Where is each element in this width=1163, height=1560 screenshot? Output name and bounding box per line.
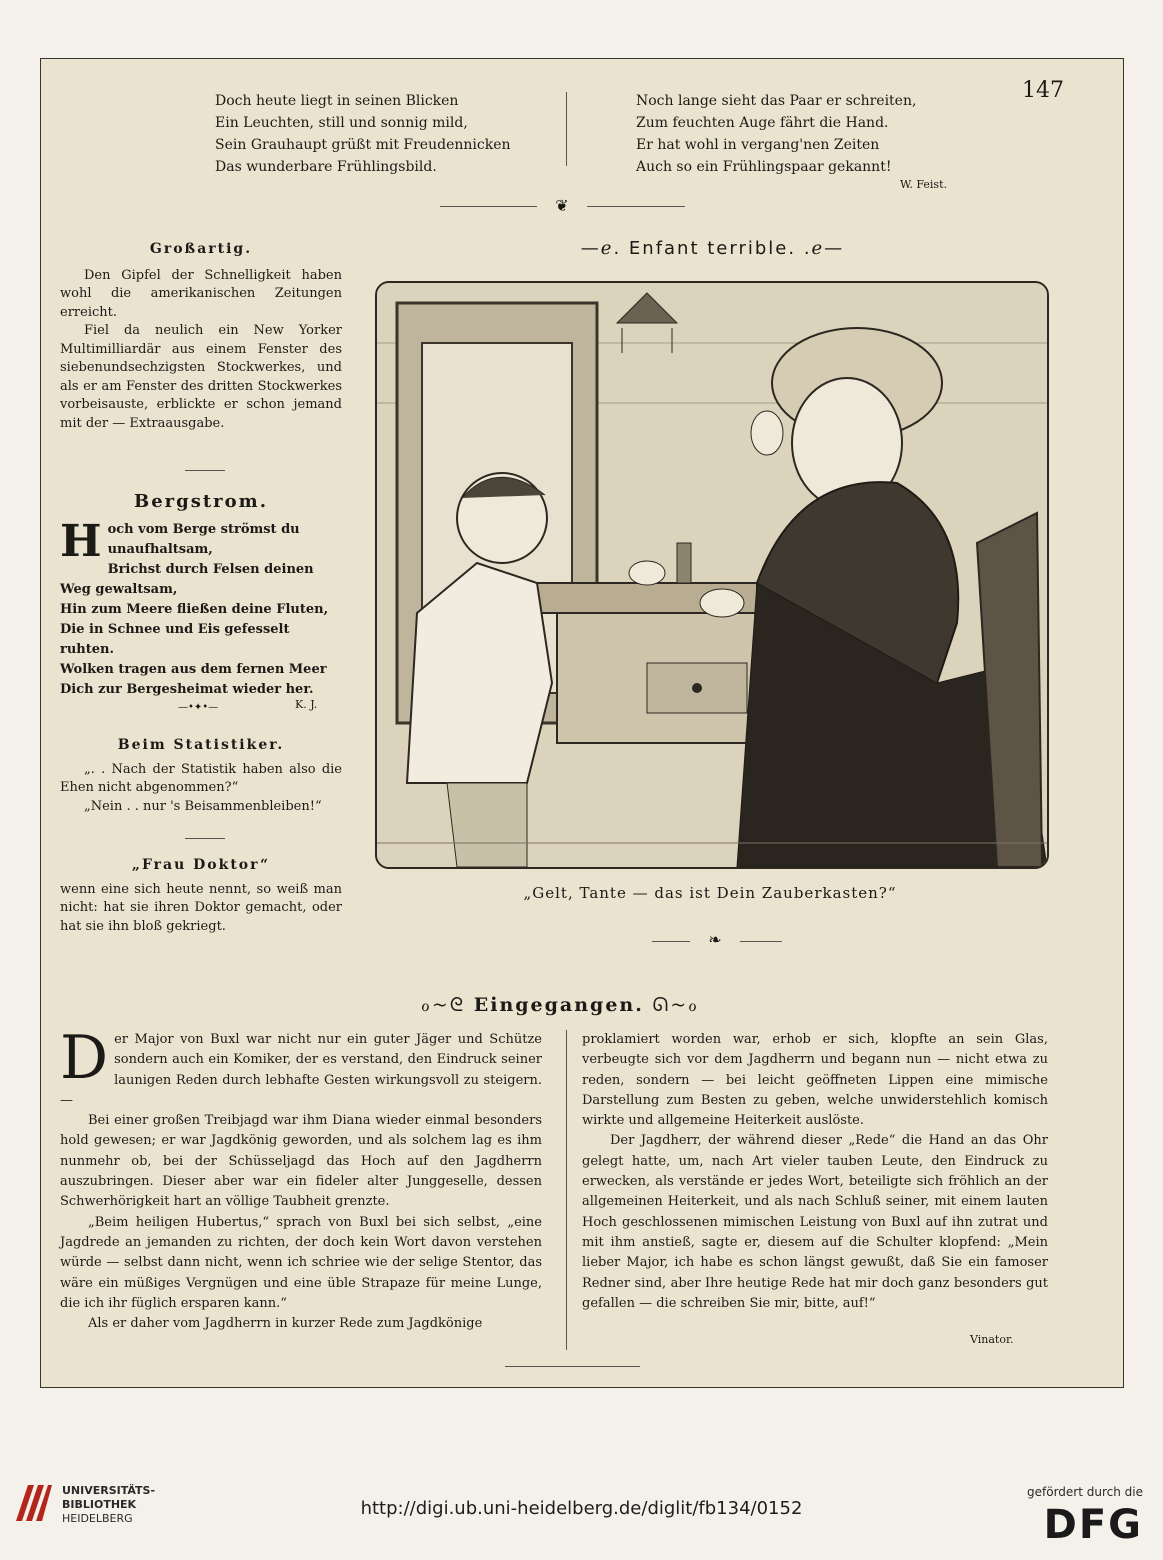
flourish-right-icon: .ℯ— [803,238,845,259]
verse-line: Hin zum Meere fließen deine Fluten, [60,602,329,617]
poem-line: Auch so ein Frühlingspaar gekannt! [636,159,892,175]
verse-line: Wolken tragen aus dem fernen Meer [60,662,327,677]
verse-line: Dich zur Bergesheimat wieder her. [60,682,314,697]
poem-line: Das wunderbare Frühlingsbild. [215,159,437,175]
poem-line: Zum feuchten Auge fährt die Hand. [636,115,889,131]
drop-initial: D [60,1023,109,1093]
paragraph: Den Gipfel der Schnelligkeit haben wohl die amerikanischen Zeitungen erreicht. [60,267,342,320]
poem-right-column [636,90,956,178]
eingegangen-signature: Vinator. [970,1333,1014,1346]
eingegangen-left-column [60,1023,542,1334]
flourish-left-icon: ℴ~ᘓ [421,994,466,1016]
ornament-icon: ❦ [537,196,587,215]
illustration-frame [375,281,1049,869]
flourish-left-icon: —ℯ. [580,238,622,259]
page-number: 147 [1022,78,1064,103]
paragraph: „. . Nach der Statistik haben also die Ehen nicht abgenommen?“ [60,761,342,795]
frau-doktor-section [60,856,342,936]
poem-signature: W. Feist. [900,178,947,191]
verse-line: Brichst durch Felsen deinen Weg gewaltsam, [60,562,314,597]
verse-line: och vom Berge strömst du unaufhaltsam, [107,522,300,557]
poem-left-column [215,90,545,178]
paragraph: er Major von Buxl war nicht nur ein guter Jäger und Schütze sondern auch ein Komiker, der es verstand, den Eindruck seiner launigen Reden durch lebhafte Gesten wirkungsvoll zu steigern. — [60,1032,542,1108]
enfant-title-row [540,238,885,259]
section-title: Bergstrom. [134,491,268,512]
section-title: Großartig. [149,241,253,257]
eingegangen-right-column [566,1030,1048,1314]
enfant-terrible-illustration [377,283,1047,867]
section-title: Beim Statistiker. [117,737,285,753]
verse-line: Die in Schnee und Eis gefesselt ruhten. [60,622,290,657]
paragraph: wenn eine sich heute nennt, so weiß man nicht: hat sie ihren Doktor gemacht, oder hat sie ihn bloß gekriegt. [60,881,342,934]
dfg-logo: DFG [1043,1502,1143,1548]
poem-line: Doch heute liegt in seinen Blicken [215,93,459,109]
section-title: Eingegangen. [473,994,644,1016]
funding-note: gefördert durch die [1027,1485,1143,1499]
bergstrom-section [60,492,342,700]
paragraph: „Beim heiligen Hubertus,“ sprach von Buxl bei sich selbst, „eine Jagdrede an jemanden zu richten, der doch kein Wort davon verstehen würde — selbst dann nicht, wenn ich schriee wie der selige Stentor, das wäre ein müßiges Vergnügen und eine üble Strapaze für meine Lunge, die ich ihr füglich ersparen kann.“ [60,1214,542,1311]
permalink-url[interactable]: http://digi.ub.uni-heidelberg.de/diglit/fb134/0152 [360,1498,803,1519]
divider [505,1366,640,1367]
paragraph: „Nein . . nur 's Beisammenbleiben!“ [84,798,322,814]
institution-line: BIBLIOTHEK [62,1498,137,1511]
drop-initial: H [60,516,102,567]
section-title: Enfant terrible. [628,238,797,259]
statistiker-section [60,736,342,816]
grossartig-section [60,240,342,433]
poem-line: Noch lange sieht das Paar er schreiten, [636,93,917,109]
poem-line: Sein Grauhaupt grüßt mit Freudennicken [215,137,511,153]
paragraph: Als er daher vom Jagdherrn in kurzer Rede zum Jagdkönige [88,1316,483,1332]
illustration-caption: „Gelt, Tante — das ist Dein Zauberkasten?“ [523,884,897,902]
eingegangen-title-row [380,994,740,1016]
divider [185,470,225,471]
paragraph: Fiel da neulich ein New Yorker Multimilliardär aus einem Fenster des siebenundsechzigsten Stockwerkes, und als er am Fenster des dritten Stockwerkes vorbeisauste, erblickte er schon jemand mit der — Extraausgabe. [60,323,342,431]
paragraph: Bei einer großen Treibjagd war ihm Diana wieder einmal besonders hold gewesen; er war Jagdkönig geworden, und als solchem lag es ihm nunmehr ob, bei der Schüsseljagd das Hoch auf den Jagdherrn auszubringen. Dieser aber war ein fideler alter Junggeselle, dessen Schwerhörigkeit hart an völlige Taubheit grenzte. [60,1113,542,1210]
institution-line: HEIDELBERG [62,1512,133,1525]
paragraph: Der Jagdherr, der während dieser „Rede“ die Hand an das Ohr gelegt hatte, um, nach Art vieler tauben Leute, den Eindruck zu erwecken, als verstände er jedes Wort, beteiligte sich fröhlich an der allgemeinen Heiterkeit, und als nach Schluß seiner, mit einem lauten Hoch geschlossenen mimischen Leistung von Buxl auf ihn zutrat und mit ihm anstieß, sagte er, diesem auf die Schulter klopfend: „Mein lieber Major, ich habe es schon längst gewußt, daß Sie ein famoser Redner sind, aber Ihre heutige Rede hat mir doch ganz besonders gut gefallen — die schreiben Sie mir, bitte, auf!“ [582,1133,1048,1311]
paragraph: proklamiert worden war, erhob er sich, klopfte an sein Glas, verbeugte sich vor dem Jagdherrn und begann nun — nicht etwa zu reden, sondern — bei leicht geöffneten Lippen eine mimische Darstellung zum Besten zu geben, welche unwiderstehlich komisch wirkte und allgemeine Heiterkeit auslöste. [582,1032,1048,1129]
section-title: „Frau Doktor“ [131,857,271,873]
flourish-right-icon: ᘏ~ℴ [652,994,699,1016]
ornament-icon: —•✦•— [178,702,219,713]
divider [185,838,225,839]
ornament-icon: ❧ [690,930,740,949]
column-divider [566,92,567,166]
institution-line: UNIVERSITÄTS- [62,1484,156,1497]
bergstrom-signature: K. J. [295,698,318,711]
poem-line: Er hat wohl in vergang'nen Zeiten [636,137,880,153]
poem-line: Ein Leuchten, still und sonnig mild, [215,115,468,131]
